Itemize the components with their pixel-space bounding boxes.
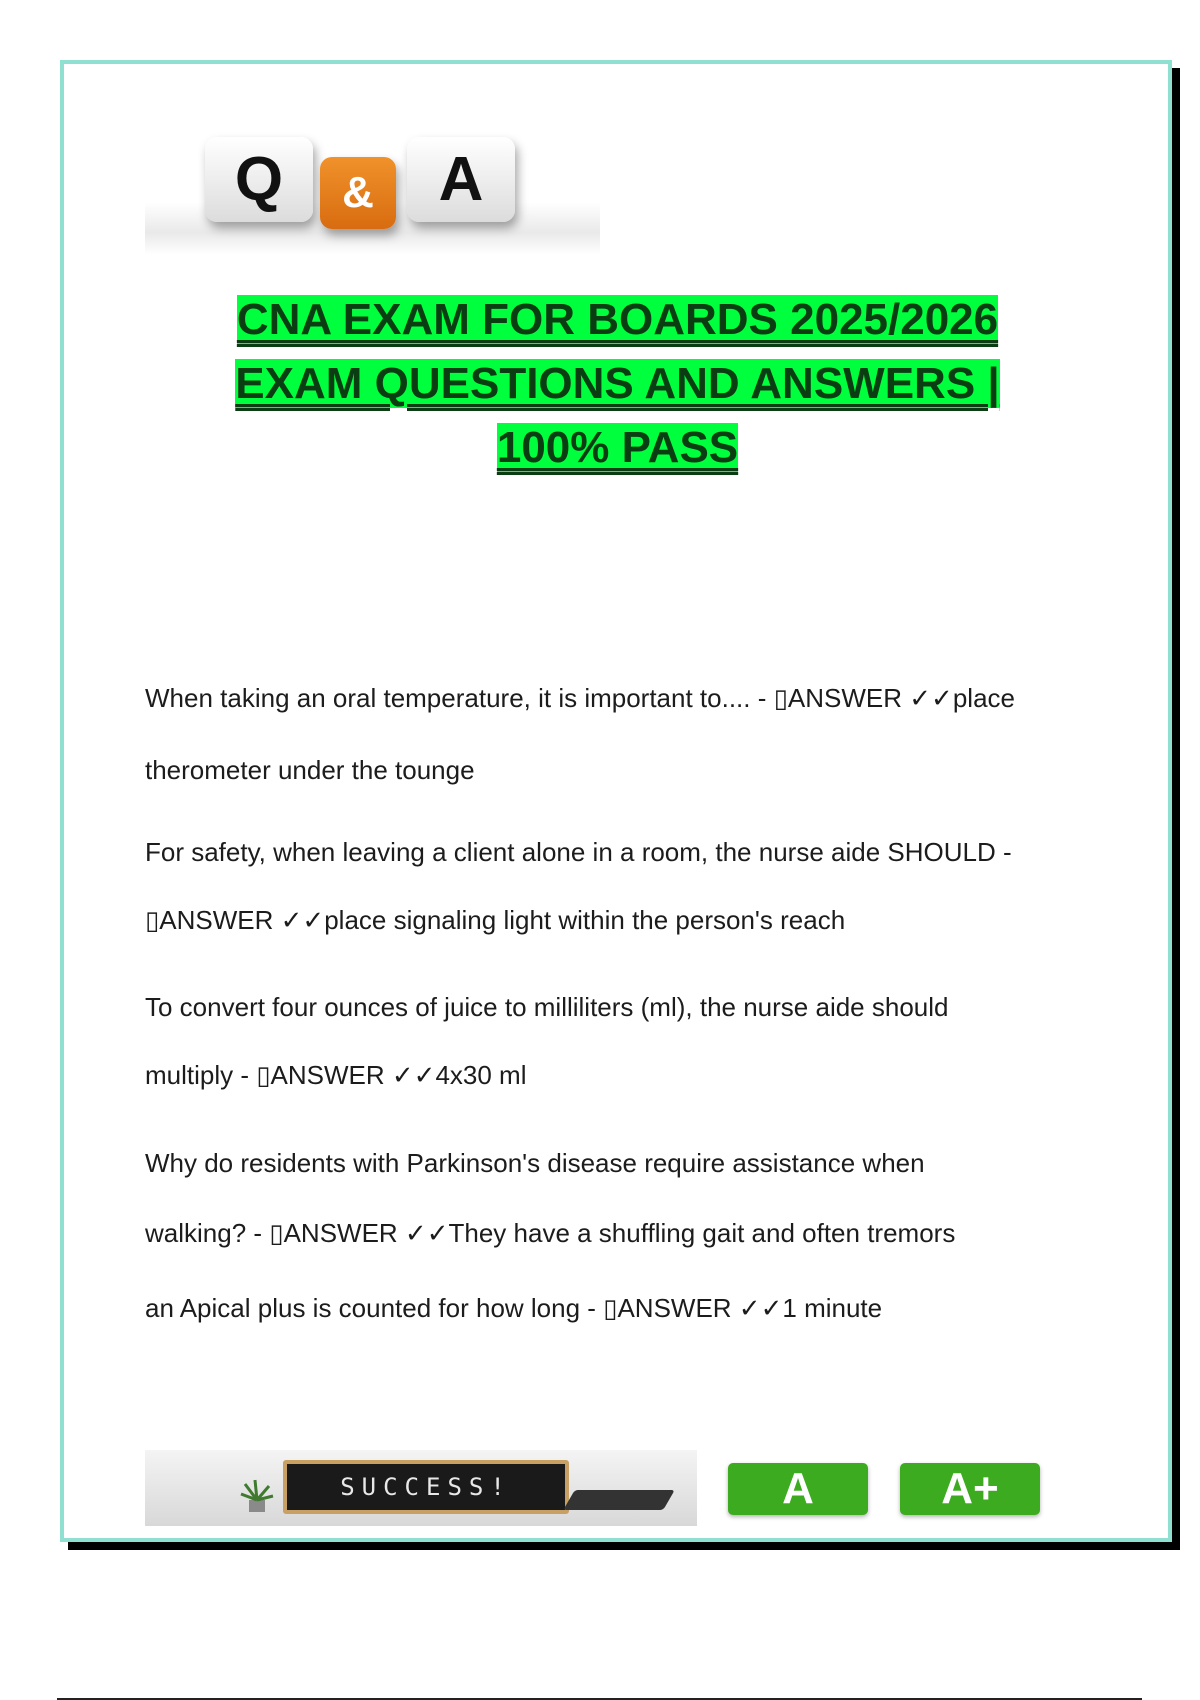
laptop-icon bbox=[563, 1490, 675, 1510]
qa-dice-logo bbox=[145, 105, 600, 255]
title-line-1: CNA EXAM FOR BOARDS 2025/2026 bbox=[236, 295, 999, 344]
plant-icon bbox=[237, 1478, 277, 1512]
qa-item-3 bbox=[145, 973, 1115, 1109]
qa-item-5 bbox=[145, 1290, 1115, 1326]
success-banner-image bbox=[145, 1450, 697, 1526]
die-ampersand: & bbox=[320, 157, 396, 229]
qa-item-3-line-2: multiply - ▯ANSWER ✓✓4x30 ml bbox=[145, 1060, 527, 1090]
qa-item-4 bbox=[145, 1128, 1115, 1268]
document-title bbox=[150, 288, 1085, 480]
grade-a-badge: A bbox=[728, 1463, 868, 1515]
title-line-3: 100% PASS bbox=[496, 423, 739, 472]
grade-a-plus-badge: A+ bbox=[900, 1463, 1040, 1515]
title-line-2: EXAM QUESTIONS AND ANSWERS | bbox=[235, 359, 1000, 408]
success-board: SUCCESS! bbox=[283, 1460, 569, 1514]
qa-item-2 bbox=[145, 818, 1115, 954]
die-a: A bbox=[407, 137, 515, 222]
qa-item-1-line-1: When taking an oral temperature, it is important to.... - ▯ANSWER ✓✓place bbox=[145, 683, 1015, 713]
qa-item-3-line-1: To convert four ounces of juice to milliliters (ml), the nurse aide should bbox=[145, 992, 949, 1022]
qa-item-4-line-1: Why do residents with Parkinson's disease require assistance when bbox=[145, 1148, 925, 1178]
qa-item-2-line-2: ▯ANSWER ✓✓place signaling light within the person's reach bbox=[145, 905, 846, 935]
qa-item-2-line-1: For safety, when leaving a client alone in a room, the nurse aide SHOULD - bbox=[145, 837, 1012, 867]
qa-item-4-line-2: walking? - ▯ANSWER ✓✓They have a shuffling gait and often tremors bbox=[145, 1218, 956, 1248]
qa-item-1-line-2: therometer under the tounge bbox=[145, 755, 475, 785]
die-q: Q bbox=[205, 137, 313, 222]
qa-item-1 bbox=[145, 662, 1115, 806]
qa-item-5-line-1: an Apical plus is counted for how long - ▯ANSWER ✓✓1 minute bbox=[145, 1293, 883, 1323]
